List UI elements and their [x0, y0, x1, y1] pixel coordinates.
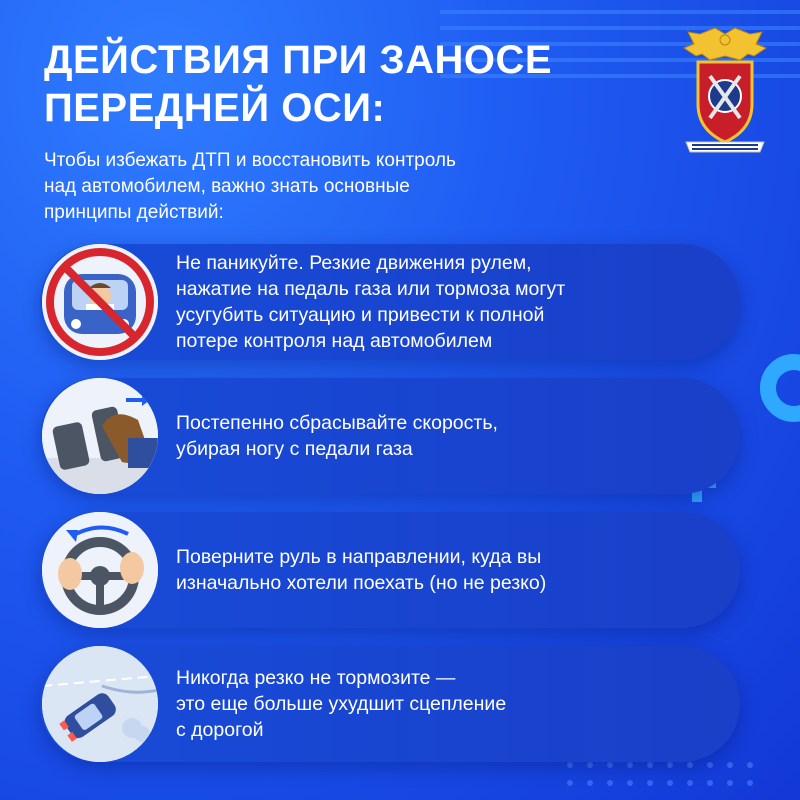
- step-text-4: [176, 646, 716, 762]
- step-card-1: [40, 244, 740, 360]
- step-text-1: [176, 244, 716, 360]
- step-2-line-2: убирая ногу с педали газа: [176, 438, 413, 460]
- step-4-line-3: с дорогой: [176, 719, 264, 741]
- title-line-1: ДЕЙСТВИЯ ПРИ ЗАНОСЕ: [44, 38, 553, 82]
- step-1-line-3: усугубить ситуацию и привести к полной: [176, 304, 545, 326]
- step-3-line-1: Поверните руль в направлении, куда вы: [176, 546, 542, 568]
- step-card-4: [40, 646, 740, 762]
- step-card-3: [40, 512, 740, 628]
- step-1-line-1: Не паникуйте. Резкие движения рулем,: [176, 252, 532, 274]
- step-3-line-2: изначально хотели поехать (но не резко): [176, 572, 547, 594]
- decor-ring: [752, 348, 800, 428]
- skidding-car-icon: [42, 646, 158, 762]
- step-4-line-2: это еще больше ухудшит сцепление: [176, 693, 507, 715]
- no-panic-driver-icon: [42, 244, 158, 360]
- steering-wheel-icon: [42, 512, 158, 628]
- intro-line-3: принципы действий:: [44, 202, 224, 223]
- step-2-line-1: Постепенно сбрасывайте скорость,: [176, 412, 498, 434]
- step-card-2: [40, 378, 740, 494]
- intro-line-2: над автомобилем, важно знать основные: [44, 176, 410, 197]
- step-1-line-4: потере контроля над автомобилем: [176, 330, 493, 352]
- page-title: [44, 36, 644, 132]
- title-line-2: ПЕРЕДНЕЙ ОСИ:: [44, 86, 386, 130]
- step-text-3: [176, 512, 716, 628]
- step-4-line-1: Никогда резко не тормозите —: [176, 667, 456, 689]
- step-1-line-2: нажатие на педаль газа или тормоза могут: [176, 278, 566, 300]
- pedal-release-icon: [42, 378, 158, 494]
- step-text-2: [176, 378, 716, 494]
- intro-line-1: Чтобы избежать ДТП и восстановить контроль: [44, 150, 456, 171]
- intro-text: [44, 148, 624, 226]
- police-emblem-icon: [680, 26, 770, 156]
